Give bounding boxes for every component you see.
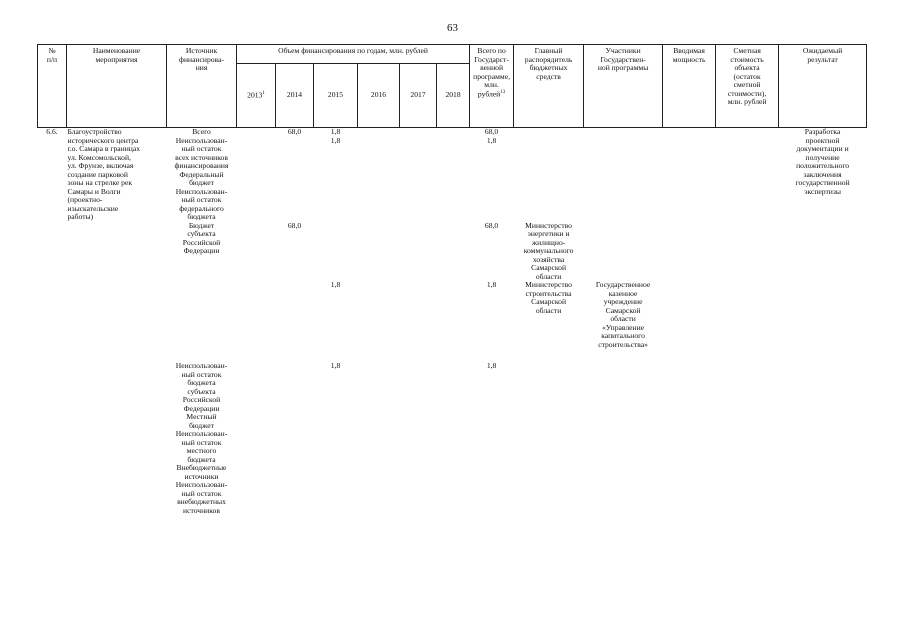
participants-cell (584, 222, 663, 282)
table-row (38, 128, 867, 137)
source-cell (167, 281, 237, 349)
value-2014: 68,0 (287, 220, 302, 230)
value-2014 (276, 137, 314, 222)
source-cell: Неиспользован- ный остаток бюджета субъекта Российской Федерации Местный бюджет Неиспользован- ный остаток местного бюджета Внебюджетные источники Неиспользован- ный остаток внебюджетных источников (175, 361, 228, 515)
header-year-2015: 2015 (314, 64, 358, 128)
value-2014 (276, 362, 314, 515)
header-source: Источник финансирова- ния (167, 45, 237, 128)
header-year-2013: 2013$^1$ (237, 64, 276, 128)
row-name: Благоустройство исторического центра г.о. Самара в границах ул. Комсомольской, ул. Фрунзе, включая создание парковой зоны на стрелке рек Самары и Волги (проектно- изыскательские работы) (67, 127, 140, 221)
value-total: 1,8 (486, 361, 497, 370)
header-name: Наименование мероприятия (67, 45, 167, 128)
value-2014 (276, 281, 314, 349)
participants-cell: Государственное казенное учреждение Самарской области «Управление капитального строительства» (595, 280, 651, 349)
manager-cell: Министерство строительства Самарской области (525, 280, 572, 315)
page-number: 63 (447, 22, 458, 34)
header-year-2016: 2016 (358, 64, 400, 128)
value-2015 (314, 222, 358, 282)
header-total: Всего по Государст- венной программе, млн. рублей$^{13}$ (470, 45, 514, 128)
header-num: № п/п (38, 45, 67, 128)
header-funding: Объем финансирования по годам, млн. рублей (237, 45, 470, 64)
value-2015: 1,8 (330, 127, 341, 136)
value-total: 68,0 (484, 127, 499, 136)
header-manager: Главный распорядитель бюджетных средств (514, 45, 584, 128)
value-2015: 1,8 (330, 361, 341, 370)
source-cell: Неиспользован- ный остаток всех источников финансирования Федеральный бюджет Неиспользован- ный остаток федерального бюджета (174, 135, 229, 221)
header-year-2018: 2018 (437, 64, 470, 128)
value-total: 1,8 (486, 280, 497, 289)
header-capacity: Вводимая мощность (663, 45, 716, 128)
value-2015: 1,8 (330, 280, 341, 289)
header-participants: Участники Государствен- ной программы (584, 45, 663, 128)
source-cell: Всего (192, 127, 211, 136)
value-2015: 1,8 (330, 135, 341, 145)
financing-table (37, 44, 867, 515)
row-num: 6.6. (46, 127, 58, 136)
header-year-2014: 2014 (276, 64, 314, 128)
header-year-2017: 2017 (400, 64, 437, 128)
value-total: 1,8 (486, 135, 497, 145)
source-cell: Бюджет субъекта Российской Федерации (182, 220, 221, 255)
value-2014: 68,0 (287, 127, 302, 136)
header-estimated: Сметная стоимость объекта (остаток сметной стоимости), млн. рублей (716, 45, 779, 128)
header-result: Ожидаемый результат (779, 45, 867, 128)
value-total: 68,0 (484, 220, 499, 230)
row-result: Разработка проектной документации и получение положительного заключения государственной экспертизы (795, 127, 850, 196)
manager-cell: Министерство энергетики и жилищно- коммунального хозяйства Самарской области (523, 220, 574, 281)
